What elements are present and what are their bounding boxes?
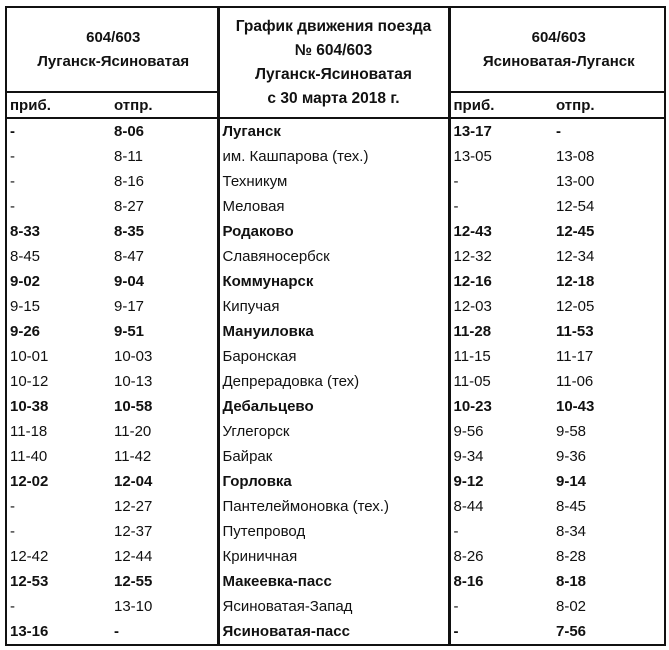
cell-right-departure: 13-00 xyxy=(553,169,665,194)
header-row xyxy=(6,7,665,92)
left-header xyxy=(6,7,218,92)
cell-station: Родаково xyxy=(222,223,294,240)
left-route: Луганск-Ясиноватая xyxy=(37,52,190,70)
cell-left-arrival: 12-02 xyxy=(6,469,111,494)
cell-left-arrival: - xyxy=(6,118,111,144)
cell-right-arrival: 11-28 xyxy=(449,319,553,344)
cell-left-arrival: 13-16 xyxy=(6,619,111,645)
cell-right-arrival: - xyxy=(449,194,553,219)
cell-left-arrival: 9-26 xyxy=(6,319,111,344)
left-arrival-header: приб. xyxy=(6,92,111,118)
right-train-number: 604/603 xyxy=(531,28,586,46)
cell-left-departure: 11-42 xyxy=(111,444,218,469)
cell-left-arrival: 8-33 xyxy=(6,219,111,244)
cell-right-departure: 12-54 xyxy=(553,194,665,219)
table-row xyxy=(6,169,665,194)
cell-station: Горловка xyxy=(222,473,292,490)
cell-left-arrival: 9-15 xyxy=(6,294,111,319)
table-row xyxy=(6,269,665,294)
cell-right-departure: 12-45 xyxy=(553,219,665,244)
table-row xyxy=(6,544,665,569)
right-departure-header: отпр. xyxy=(553,92,665,118)
cell-right-departure: 12-05 xyxy=(553,294,665,319)
cell-left-departure: 8-16 xyxy=(111,169,218,194)
right-header xyxy=(449,7,665,92)
cell-station: Меловая xyxy=(222,198,285,215)
cell-left-arrival: - xyxy=(6,594,111,619)
cell-station: Коммунарск xyxy=(222,273,314,290)
cell-left-arrival: 11-18 xyxy=(6,419,111,444)
cell-right-departure: 7-56 xyxy=(553,619,665,645)
cell-right-arrival: 11-15 xyxy=(449,344,553,369)
table-row xyxy=(6,469,665,494)
cell-right-arrival: - xyxy=(449,169,553,194)
cell-left-departure: 12-44 xyxy=(111,544,218,569)
cell-left-arrival: - xyxy=(6,144,111,169)
cell-right-departure: 11-06 xyxy=(553,369,665,394)
cell-left-departure: 8-47 xyxy=(111,244,218,269)
cell-station: Криничная xyxy=(222,548,298,565)
cell-station: Техникум xyxy=(222,173,288,190)
cell-left-departure: 10-13 xyxy=(111,369,218,394)
cell-left-departure: 11-20 xyxy=(111,419,218,444)
right-arrival-header: приб. xyxy=(449,92,553,118)
cell-right-arrival: 13-17 xyxy=(449,118,553,144)
table-row xyxy=(6,294,665,319)
table-row xyxy=(6,194,665,219)
cell-station: Славяносербск xyxy=(222,248,330,265)
cell-left-arrival: 10-01 xyxy=(6,344,111,369)
cell-right-arrival: 13-05 xyxy=(449,144,553,169)
cell-right-arrival: 8-16 xyxy=(449,569,553,594)
cell-right-arrival: - xyxy=(449,594,553,619)
cell-left-departure: 12-37 xyxy=(111,519,218,544)
cell-right-departure: - xyxy=(553,118,665,144)
cell-right-departure: 8-28 xyxy=(553,544,665,569)
cell-station: Углегорск xyxy=(222,423,290,440)
title-line-2: № 604/603 xyxy=(294,41,373,59)
cell-right-arrival: 9-56 xyxy=(449,419,553,444)
cell-station: им. Кашпарова (тех.) xyxy=(222,148,369,165)
cell-left-departure: 13-10 xyxy=(111,594,218,619)
table-row xyxy=(6,319,665,344)
cell-right-departure: 11-17 xyxy=(553,344,665,369)
cell-right-departure: 12-34 xyxy=(553,244,665,269)
cell-left-departure: 12-27 xyxy=(111,494,218,519)
cell-right-departure: 13-08 xyxy=(553,144,665,169)
cell-right-departure: 8-02 xyxy=(553,594,665,619)
cell-station: Ясиноватая-пасс xyxy=(218,619,449,645)
cell-left-arrival: - xyxy=(6,494,111,519)
cell-left-departure: 9-51 xyxy=(111,319,218,344)
cell-station: Депрерадовка (тех) xyxy=(222,373,360,390)
table-row xyxy=(6,619,665,645)
table-row xyxy=(6,244,665,269)
cell-right-arrival: 8-44 xyxy=(449,494,553,519)
cell-right-arrival: 12-43 xyxy=(449,219,553,244)
table-row xyxy=(6,219,665,244)
cell-left-departure: 10-58 xyxy=(111,394,218,419)
cell-left-arrival: 10-38 xyxy=(6,394,111,419)
cell-left-departure: 12-55 xyxy=(111,569,218,594)
cell-station: Пантелеймоновка (тех.) xyxy=(222,498,389,515)
table-row xyxy=(6,419,665,444)
table-row xyxy=(6,594,665,619)
table-row xyxy=(6,394,665,419)
cell-left-arrival: 11-40 xyxy=(6,444,111,469)
cell-right-departure: 9-58 xyxy=(553,419,665,444)
cell-right-departure: 9-36 xyxy=(553,444,665,469)
cell-station: Мануиловка xyxy=(222,323,314,340)
cell-right-arrival: - xyxy=(449,619,553,645)
left-train-number: 604/603 xyxy=(86,28,141,46)
cell-station: Макеевка-пасс xyxy=(222,573,332,590)
cell-left-departure: 8-11 xyxy=(111,144,218,169)
right-route: Ясиноватая-Луганск xyxy=(482,52,635,70)
cell-left-departure: 12-04 xyxy=(111,469,218,494)
cell-left-arrival: 12-42 xyxy=(6,544,111,569)
cell-left-departure: - xyxy=(111,619,218,645)
cell-right-departure: 8-34 xyxy=(553,519,665,544)
cell-right-departure: 8-45 xyxy=(553,494,665,519)
cell-station: Ясиноватая-Запад xyxy=(222,598,353,615)
cell-left-arrival: 10-12 xyxy=(6,369,111,394)
table-row xyxy=(6,344,665,369)
cell-right-arrival: 9-34 xyxy=(449,444,553,469)
cell-right-departure: 8-18 xyxy=(553,569,665,594)
title-line-4: с 30 марта 2018 г. xyxy=(267,89,400,107)
schedule-table xyxy=(5,6,666,646)
cell-left-departure: 8-06 xyxy=(111,118,218,144)
cell-station: Дебальцево xyxy=(222,398,314,415)
cell-right-arrival: - xyxy=(449,519,553,544)
cell-right-arrival: 10-23 xyxy=(449,394,553,419)
table-row xyxy=(6,494,665,519)
table-row xyxy=(6,118,665,144)
cell-left-arrival: 9-02 xyxy=(6,269,111,294)
cell-right-arrival: 12-16 xyxy=(449,269,553,294)
cell-station: Кипучая xyxy=(222,298,280,315)
cell-station: Баронская xyxy=(222,348,297,365)
cell-station: Байрак xyxy=(222,448,273,465)
table-row xyxy=(6,519,665,544)
cell-left-departure: 9-17 xyxy=(111,294,218,319)
cell-left-arrival: - xyxy=(6,519,111,544)
cell-right-departure: 9-14 xyxy=(553,469,665,494)
cell-right-arrival: 9-12 xyxy=(449,469,553,494)
table-row xyxy=(6,369,665,394)
cell-right-arrival: 12-32 xyxy=(449,244,553,269)
center-title xyxy=(218,7,449,118)
table-row xyxy=(6,144,665,169)
cell-left-arrival: - xyxy=(6,169,111,194)
cell-left-arrival: 12-53 xyxy=(6,569,111,594)
cell-right-departure: 12-18 xyxy=(553,269,665,294)
cell-right-departure: 10-43 xyxy=(553,394,665,419)
cell-station: Луганск xyxy=(222,123,281,140)
cell-station: Путепровод xyxy=(222,523,306,540)
cell-left-departure: 8-27 xyxy=(111,194,218,219)
cell-right-arrival: 12-03 xyxy=(449,294,553,319)
title-line-1: График движения поезда xyxy=(235,17,432,35)
cell-right-arrival: 11-05 xyxy=(449,369,553,394)
cell-left-arrival: 8-45 xyxy=(6,244,111,269)
cell-left-departure: 9-04 xyxy=(111,269,218,294)
table-row xyxy=(6,569,665,594)
cell-right-arrival: 8-26 xyxy=(449,544,553,569)
cell-left-departure: 10-03 xyxy=(111,344,218,369)
cell-left-departure: 8-35 xyxy=(111,219,218,244)
cell-left-arrival: - xyxy=(6,194,111,219)
table-row xyxy=(6,444,665,469)
cell-right-departure: 11-53 xyxy=(553,319,665,344)
title-line-3: Луганск-Ясиноватая xyxy=(255,65,412,83)
left-departure-header: отпр. xyxy=(111,92,218,118)
